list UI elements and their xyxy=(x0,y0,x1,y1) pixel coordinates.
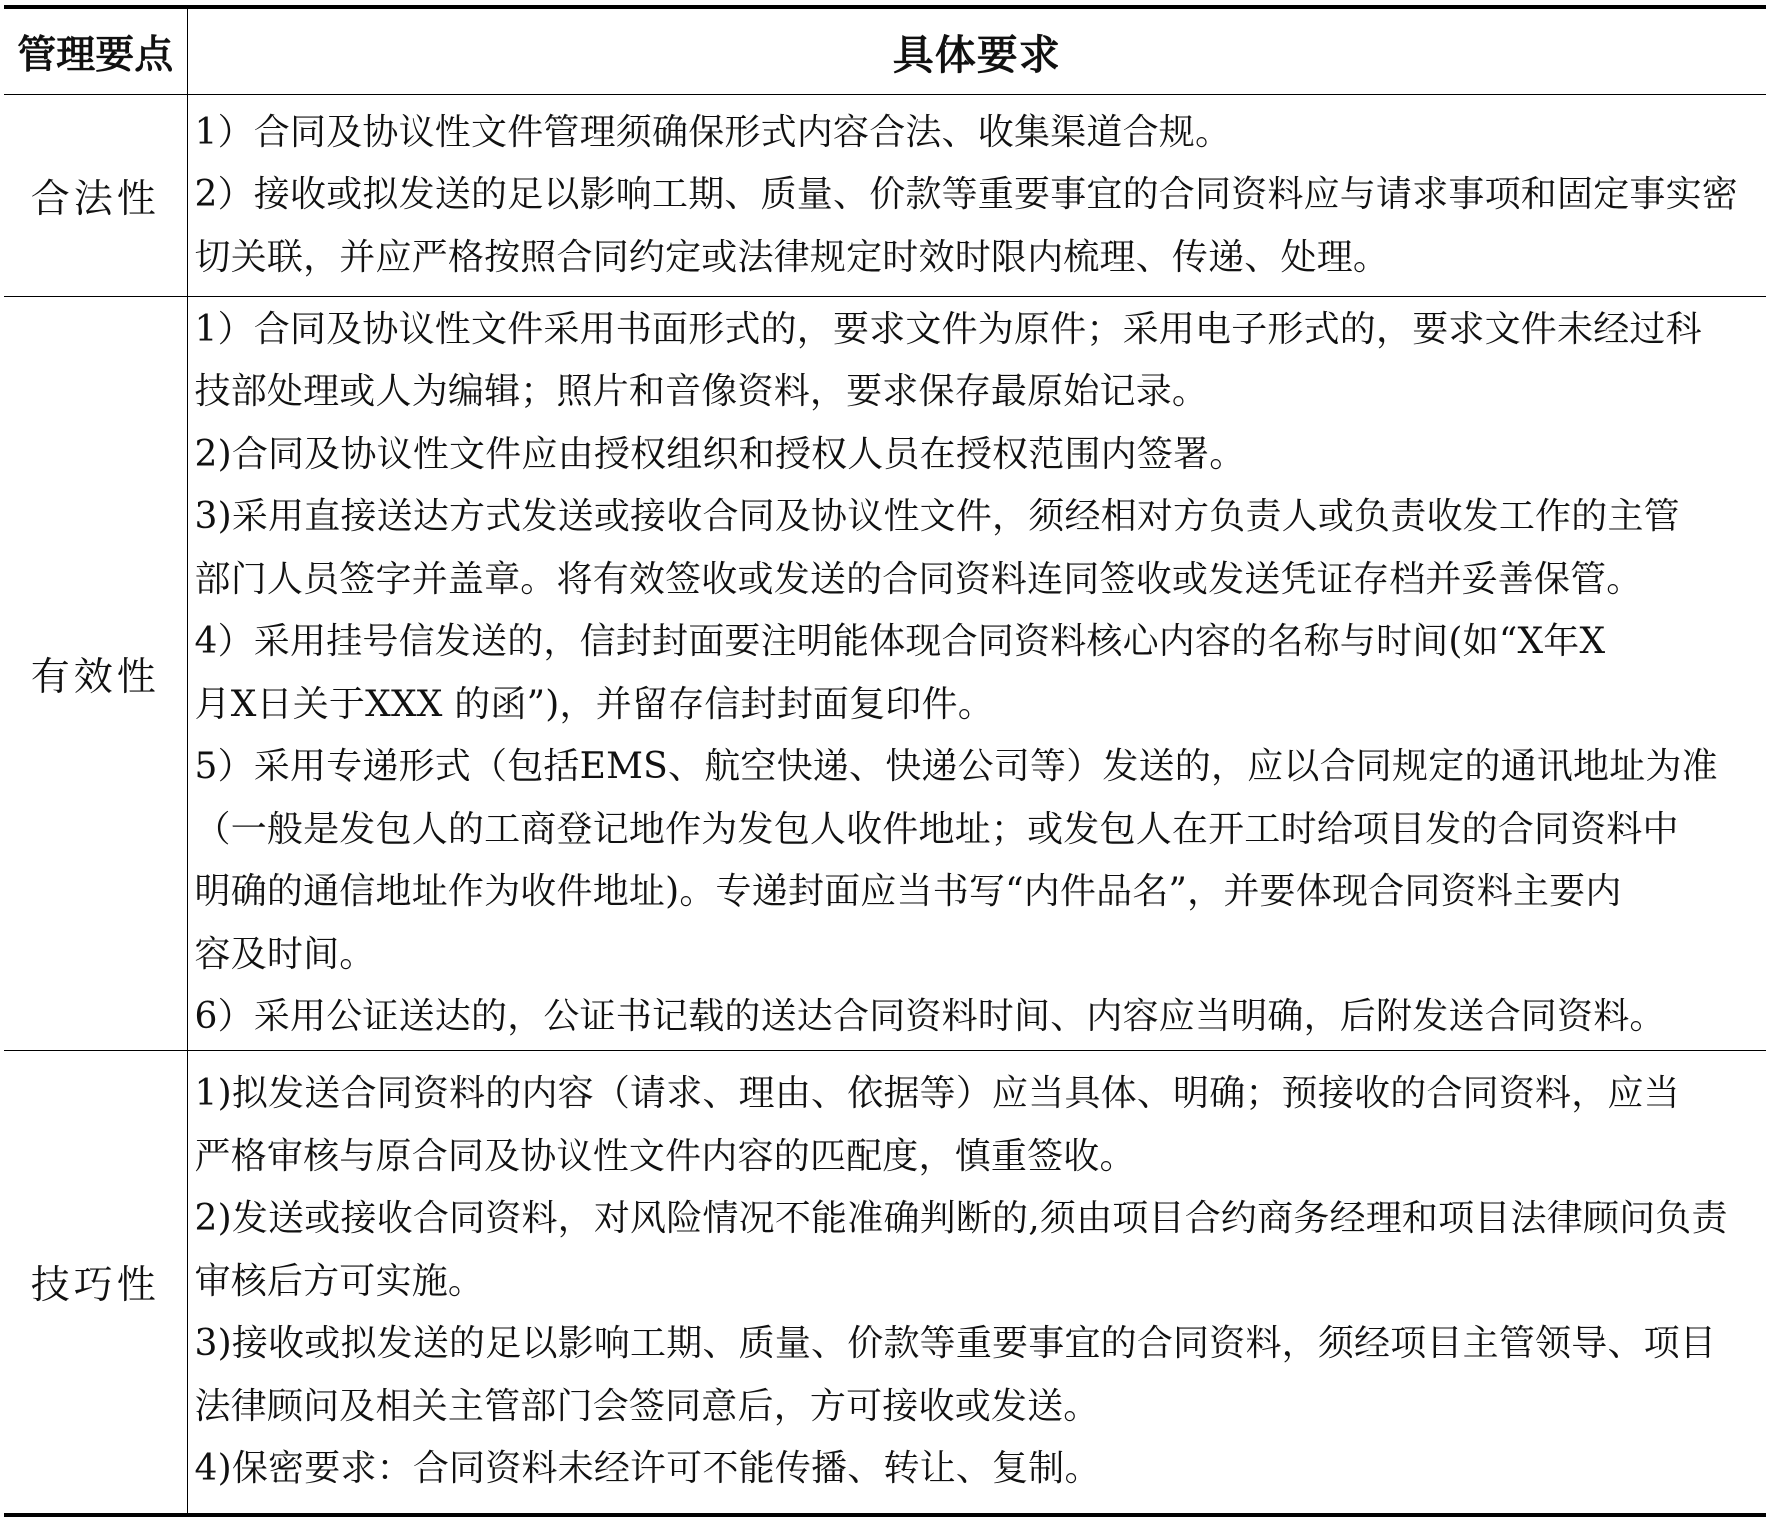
header-specific-requirements: 具体要求 xyxy=(187,7,1766,95)
table-row xyxy=(4,297,1766,1051)
requirement-line: 审核后方可实施。 xyxy=(194,1260,485,1302)
requirement-line: 1）合同及协议性文件采用书面形式的，要求文件为原件；采用电子形式的，要求文件未经过科 xyxy=(194,308,1702,350)
row-content-technique xyxy=(187,1051,1766,1516)
requirement-line: 3)采用直接送达方式发送或接收合同及协议性文件，须经相对方负责人或负责收发工作的主管 xyxy=(194,496,1680,537)
requirement-line: （一般是发包人的工商登记地作为发包人收件地址；或发包人在开工时给项目发的合同资料中 xyxy=(194,808,1679,850)
row-content-legality xyxy=(187,95,1766,297)
requirement-line: 6）采用公证送达的，公证书记载的送达合同资料时间、内容应当明确，后附发送合同资料。 xyxy=(194,996,1666,1037)
row-content-validity xyxy=(187,297,1766,1051)
table-header-row xyxy=(4,7,1766,95)
requirements-table xyxy=(4,5,1766,1517)
requirement-line: 法律顾问及相关主管部门会签同意后，方可接收或发送。 xyxy=(194,1385,1100,1427)
requirement-line: 严格审核与原合同及协议性文件内容的匹配度，慎重签收。 xyxy=(194,1135,1136,1177)
requirement-line: 5）采用专递形式（包括EMS、航空快递、快递公司等）发送的，应以合同规定的通讯地址为准 xyxy=(194,746,1718,787)
row-label-legality: 合法性 xyxy=(4,95,187,297)
requirement-line: 4)保密要求：合同资料未经许可不能传播、转让、复制。 xyxy=(194,1448,1101,1490)
header-management-points: 管理要点 xyxy=(4,7,187,95)
table-row xyxy=(4,95,1766,297)
row-label-validity: 有效性 xyxy=(4,297,187,1051)
requirement-line: 部门人员签字并盖章。将有效签收或发送的合同资料连同签收或发送凭证存档并妥善保管。 xyxy=(194,558,1643,600)
requirement-line: 明确的通信地址作为收件地址)。专递封面应当书写“内件品名”，并要体现合同资料主要内 xyxy=(194,871,1622,912)
requirement-line: 1)拟发送合同资料的内容（请求、理由、依据等）应当具体、明确；预接收的合同资料，应当 xyxy=(194,1073,1680,1115)
requirement-line: 容及时间。 xyxy=(194,933,376,975)
row-label-technique: 技巧性 xyxy=(4,1051,187,1516)
requirement-line: 月X日关于XXX 的函”)，并留存信封封面复印件。 xyxy=(194,683,994,725)
requirement-line: 1）合同及协议性文件管理须确保形式内容合法、收集渠道合规。 xyxy=(194,111,1232,153)
requirement-line: 4）采用挂号信发送的，信封封面要注明能体现合同资料核心内容的名称与时间(如“X年X xyxy=(194,621,1606,662)
requirement-line: 技部处理或人为编辑；照片和音像资料，要求保存最原始记录。 xyxy=(194,371,1209,412)
requirement-line: 2)发送或接收合同资料，对风险情况不能准确判断的,须由项目合约商务经理和项目法律顾问负责 xyxy=(194,1198,1728,1240)
table-row xyxy=(4,1051,1766,1516)
requirement-line: 切关联，并应严格按照合同约定或法律规定时效时限内梳理、传递、处理。 xyxy=(194,236,1390,278)
requirement-line: 3)接收或拟发送的足以影响工期、质量、价款等重要事宜的合同资料，须经项目主管领导、项目 xyxy=(194,1323,1717,1365)
requirement-line: 2）接收或拟发送的足以影响工期、质量、价款等重要事宜的合同资料应与请求事项和固定事实密 xyxy=(194,174,1739,216)
requirement-line: 2)合同及协议性文件应由授权组织和授权人员在授权范围内签署。 xyxy=(194,433,1246,475)
